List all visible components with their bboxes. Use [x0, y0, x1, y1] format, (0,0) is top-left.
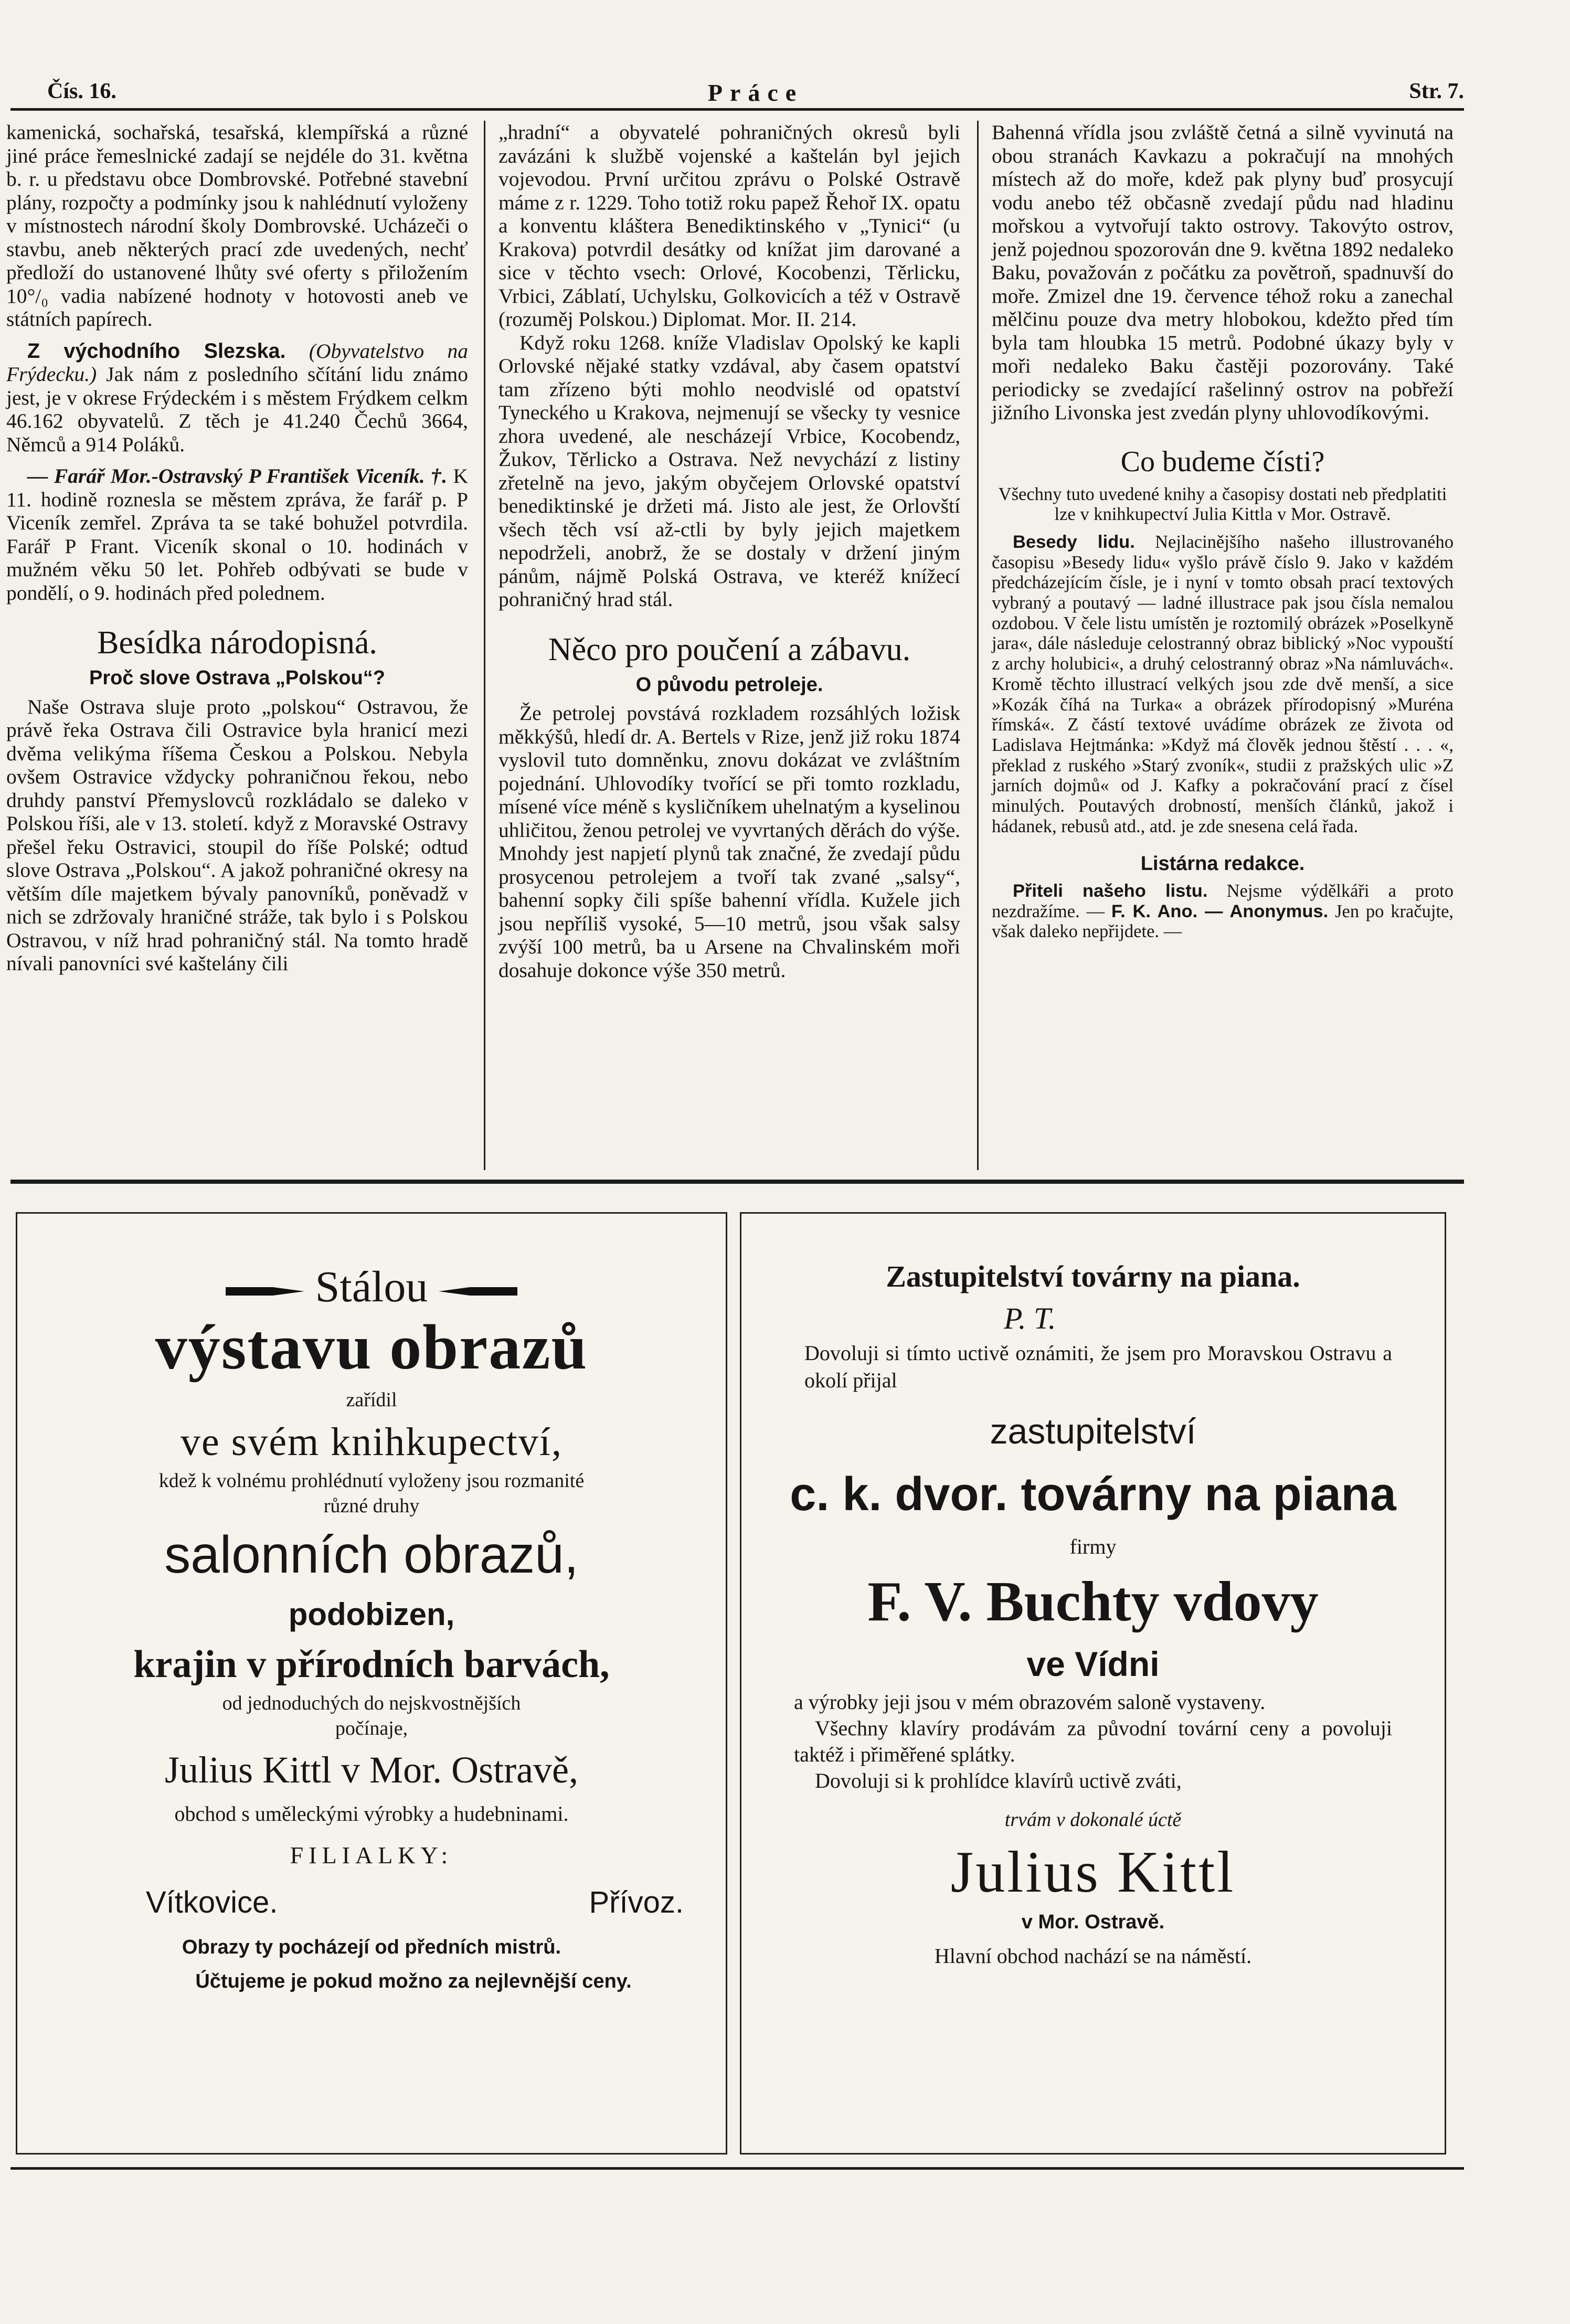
ad-line: Obrazy ty pocházejí od předních mistrů.: [182, 1936, 561, 1958]
article-text: K 11. hodině roznesla se městem zpráva, že farář p. P Viceník zemřel. Zpráva ta se také bohužel potvrdila. Farář P Frant. Viceník skonal o 10. hodinách v mužném věku 50 let. Pohřeb odbývati se bude v pondělí, o 9. hodinách před polednem.: [6, 464, 468, 604]
article-paragraph: [6, 339, 468, 457]
ad-line: Účtujeme je pokud možno za nejlevnější ceny.: [195, 1970, 632, 1992]
page-number: Str. 7.: [1409, 79, 1464, 103]
ad-line: Julius Kittl v Mor. Ostravě,: [165, 1749, 578, 1791]
article-heading: Besedy lidu.: [1013, 532, 1135, 552]
column-divider: [977, 121, 979, 1170]
ad-heading: Stálou: [315, 1262, 428, 1311]
article-text: „hradní“ a obyvatelé pohraničných okresů byli zavázáni k službě vojenské a kaštelán byl jejich vojevodou. První určitou zprávu o Polské Ostravě máme z r. 1229. Toho totiž roku papež Řehoř IX. opatu a konventu kláštera Benediktinského v „Tynici“ (u Krakova) potvrdil desátky od knížat jim darované a sice v těchto vsech: Orlové, Kocobenzi, Těrlicku, Vrbici, Záblatí, Uchylsku, Golkovicích a též v Ostravě (rozuměj Polskou.) Diplomat. Mor. II. 214.: [498, 121, 960, 331]
ad-line: salonních obrazů,: [164, 1525, 579, 1584]
section-subtitle: O původu petroleje.: [635, 673, 823, 696]
ad-line: P. T.: [1004, 1301, 1056, 1335]
article-text: Naše Ostrava sluje proto „polskou“ Ostravou, že právě řeka Ostrava čili Ostravice byla hranicí mezi dvěma velikýma říšema Českou a Polskou. Nebyla ovšem Ostravice vždycky pohraničnou řekou, nebo druhdy panství Přemyslovců rozkládalo se daleko v Polskou říši, ale v 13. století. když z Moravské Ostravy přešel řeku Ostravici, stoupil do říše Polské; odtud slove Ostrava „Polskou“. A jakož pohraničné okresy na větším díle majetkem bývaly panovníků, poněvadž v nich se zdržovaly hraničné stráže, tak bylo i s Polskou Ostravou, v níž hrad pohraničný stál. Na tomto hradě nívali panovníci své kaštelány čili: [6, 695, 468, 975]
ad-line: v Mor. Ostravě.: [1021, 1911, 1165, 1933]
ad-line: kdež k volnému prohlédnutí vyloženy jsou rozmanité: [158, 1470, 585, 1492]
article-text: Jen po kračujte, však daleko nepřijdete. —: [992, 901, 1454, 942]
ad-line: FILIALKY:: [290, 1842, 453, 1869]
branch-name: Vítkovice.: [146, 1885, 278, 1919]
article-subheading: (Obyvatelstvo na Frýdecku.): [6, 339, 468, 386]
newspaper-title: Práce: [707, 79, 804, 106]
ad-line: ve svém knihkupectví,: [181, 1420, 563, 1464]
ad-line: F. V. Buchty vdovy: [867, 1570, 1319, 1633]
ad-line: různé druhy: [323, 1495, 420, 1517]
column-3: [992, 121, 1454, 942]
ads-separator: [10, 1180, 1464, 1184]
pointing-hand-icon: [226, 1281, 304, 1302]
issue-number: Čís. 16.: [47, 79, 116, 103]
ad-line: Hlavní obchod nachází se na náměstí.: [934, 1944, 1252, 1968]
ad-line: Dovoluji si k prohlídce klavírů uctivě zváti,: [815, 1769, 1182, 1792]
article-text: Když roku 1268. kníže Vladislav Opolský ke kapli Orlovské nějaké statky vzdával, aby časem opatství tam zřízeno býti mohlo neodvislé od opatství Tyneckého u Krakova, nejmenují se všecky ty vesnice zhora uvedené, ale nescházejí Vrbice, Kocobendz, Žukov, Těrlicko a Ostrava. Než nevychází z listiny zřetelně na jevo, jakým obyčejem Orlovské opatství benediktinské je držeti má. Jisto ale jest, že Orlovští všech těch vsí až-ctli by byly jejich majetkem nepodrželi, anobrž, že se dostaly v držení jiným pánům, nájmě Polská Ostrava, ve kteréž knížecí pohraničný hrad stál.: [498, 331, 960, 611]
ad-signature: Julius Kittl: [950, 1840, 1236, 1905]
ad-line: podobizen,: [288, 1597, 455, 1632]
ad-heading: Zastupitelství továrny na piana.: [886, 1259, 1300, 1293]
letter-recipient: Přiteli našeho listu.: [1013, 880, 1208, 901]
section-title: Co budeme čísti?: [1120, 445, 1325, 478]
article-text: kamenická, sochařská, tesařská, klempířská a různé jiné práce řemeslnické zadají se nejdéle do 31. května b. r. u představu obce Dombrovské. Potřebné stavební plány, rozpočty a podmínky jsou k nahlédnutí vyloženy v místnostech národní školy Dombrovské. Ucházeči o stavbu, aneb některých prací zde uvedených, nechť předloží do ustanovené lhůty své oferty s přiložením 10°/₀ vadia nabízené hodnoty v hotovosti aneb ve státních papírech.: [6, 121, 468, 331]
section-subtitle: Proč slove Ostrava „Polskou“?: [89, 667, 385, 689]
branch-name: Přívoz.: [589, 1885, 684, 1919]
ad-line: krajin v přírodních barvách,: [133, 1643, 610, 1686]
ad-line: obchod s uměleckými výrobky a hudebninami.: [174, 1802, 569, 1826]
page-header: [47, 79, 1464, 110]
article-paragraph: [6, 464, 468, 604]
column-divider: [484, 121, 485, 1170]
ad-line: Dovoluji si tímto uctivě oznámiti, že jsem pro Moravskou Ostravu a okolí přijal: [804, 1341, 1392, 1392]
section-title: Besídka národopisná.: [97, 625, 377, 661]
article-text: Nejsme výdělkáři a proto nezdražíme. —: [992, 880, 1454, 921]
ad-title: výstavu obrazů: [155, 1312, 588, 1383]
branches: [17, 1882, 726, 1924]
section-subtitle: Listárna redakce.: [1140, 853, 1305, 875]
ad-line: zastupitelství: [990, 1412, 1196, 1451]
article-text: Jak nám z posledního sčítání lidu známo jest, je v okrese Frýdeckém i s městem Frýdkem celkm 46.162 obyvatelů. Z těch je 41.240 Čechů 3664, Němců a 914 Poláků.: [6, 363, 468, 456]
article-heading: Z východního Slezska.: [27, 339, 286, 363]
ad-line: počínaje,: [335, 1717, 408, 1739]
pointing-hand-icon: [439, 1281, 517, 1302]
article-text: Bahenná vřídla jsou zvláště četná a silně vyvinutá na obou stranách Kavkazu a pokračují na mnohých místech až do moře, kdež pak plyny buď prosycují vodu anebo též občasně zvedají půdu nad hladinu mořskou a vytvořují takto ostrovy. Takovýto ostrov, jenž pojednou spozorován dne 9. května 1892 nedaleko Baku, považován z počátku za povětroň, spadnuvší do moře. Zmizel dne 19. července téhož roku a zanechal mělčinu pouze dva metry hlobokou, kdežto před tím byla tam hloubka 15 metrů. Podobné úkazy byly v moři nedaleko Baku častěji pozorovány. Také periodicky se zvedající rašelinný ostrov na pobřeží jižního Livonska jest zvedán plyny uhlovodíkovými.: [992, 121, 1454, 424]
advertisement-pianos: [740, 1212, 1446, 2155]
article-text: Všechny tuto uvedené knihy a časopisy dostati neb předplatiti lze v knihkupectví Julia Kittla v Mor. Ostravě.: [998, 484, 1447, 525]
ad-title: c. k. dvor. továrny na piana: [790, 1468, 1396, 1521]
letter-recipient: Anonymus.: [1229, 901, 1329, 921]
ad-line: firmy: [1069, 1535, 1117, 1558]
ad-line: a výrobky jeji jsou v mém obrazovém saloně vystaveny.: [794, 1690, 1266, 1714]
article-text: Že petrolej povstává rozkladem rozsáhlých ložisk měkkýšů, hledí dr. A. Bertels v Rize, jenž již roku 1874 vyslovil tuto domněnku, znovu dokázat ve zvláštním pojednání. Uhlovodíky tvořící se při tomto rozkladu, mísené více méně s kysličníkem uhelnatým a kyselinou uhličitou, ženou petrolej ve vyvrtaných děrách do výše. Mnohdy jest napjetí plynů tak značné, že zvedají půdu prosycenou petrolejem a tvoří tak zvané „salsy“, bahenní sopky čili spíše bahenní vřídla. Kužele jich jsou nepříliš vysoké, 5—10 metrů, jsou však salsy zvýší 100 metrů, ba u Arsene na Chvalinském moři dosahuje dokonce výše 350 metrů.: [498, 702, 960, 982]
ad-line: od jednoduchých do nejskvostnějších: [222, 1692, 521, 1714]
header-rule: [10, 108, 1464, 111]
article-text: Nejlacinějšího našeho illustrovaného časopisu »Besedy lidu« vyšlo právě číslo 9. Jako v každém předcházejícím čísle, je i nyní v tomto obsah prací textových vybraný a poutavý — ladné illustrace pak jsou čísla nemalou ozdobou. V čele listu umístěn je roztomilý obrázek »Poselkyně jara«, dále následuje celostranný obraz biblický »Noc vypouští z archy holubici«, a druhý celostranný obraz »Na námluvách«. Kromě těchto illustrací velkých jsou zde dvě menší, a sice »Kozák číhá na Turka« a obrázek přírodopisný »Muréna římská«. Z částí textové uvádíme obrázek ze života od Ladislava Hejtmánka: »Když má člověk jednou štěstí . . . «, překlad z ruského »Starý zvoník«, studii z pražských ulic »Z jarních dojmů« od J. Kafky a pokračování prací z čísel minulých. Poutavých drobností, menších článků, jakož i hádanek, rebusů atd., atd. je zde snesena celá řada.: [992, 532, 1454, 836]
column-1: [6, 121, 468, 975]
letter-recipient: F. K. Ano. —: [1111, 901, 1223, 921]
ad-line: [17, 1264, 726, 1311]
column-2: [498, 121, 960, 982]
article-paragraph: [992, 881, 1454, 942]
advertisement-exhibition: [16, 1212, 727, 2155]
article-heading: — Farář Mor.-Ostravský P František Viceník. †.: [27, 464, 448, 487]
ad-line: ve Vídni: [1026, 1644, 1160, 1683]
ad-line: zařídil: [346, 1389, 397, 1411]
ad-line: trvám v dokonalé úctě: [1004, 1809, 1182, 1831]
article-paragraph: [992, 532, 1454, 837]
bottom-rule: [10, 2167, 1464, 2170]
section-title: Něco pro poučení a zábavu.: [548, 631, 911, 667]
ad-line: Všechny klavíry prodávám za původní tovární ceny a povoluji taktéž i přiměřené splátky.: [794, 1716, 1392, 1766]
